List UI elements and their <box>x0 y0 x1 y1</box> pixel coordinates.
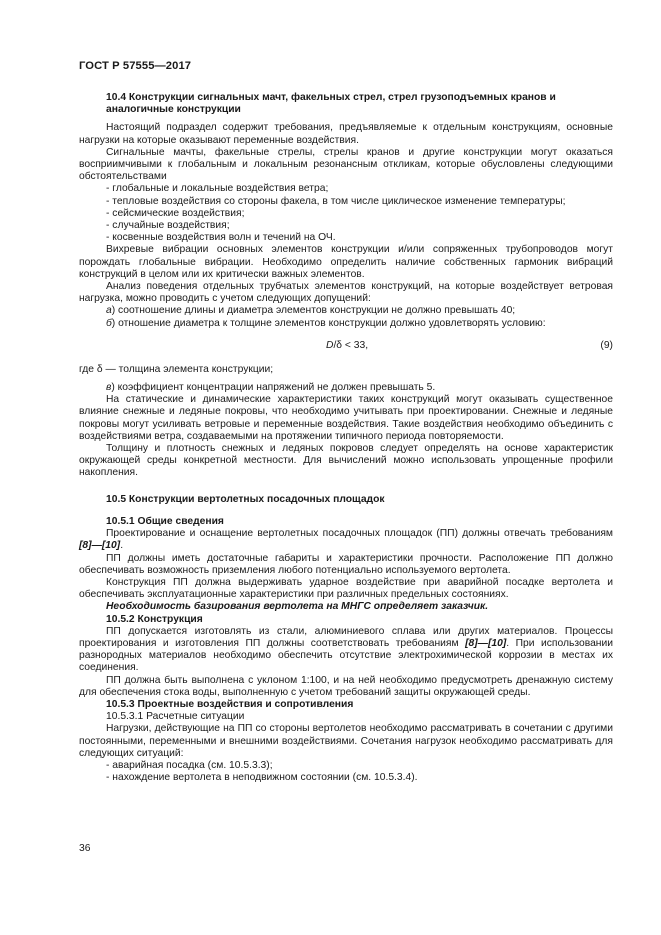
paragraph: Анализ поведения отдельных трубчатых элементов конструкций, на которые воздействует ветровая нагрузка, можно проводить с учетом следующих допущений: <box>79 281 613 305</box>
paragraph: Нагрузки, действующие на ПП со стороны вертолетов необходимо рассматривать в сочетании с другими постоянными, переменными и внешними воздействиями. Сочетания нагрузок необходимо рассматривать для следующих ситуаций: <box>79 723 613 759</box>
section-10-5-title: 10.5 Конструкции вертолетных посадочных площадок <box>106 493 385 505</box>
reference: [8]—[10] <box>79 540 121 552</box>
assumption-c: в) коэффициент концентрации напряжений не должен превышать 5. <box>106 382 436 394</box>
paragraph: Проектирование и оснащение вертолетных посадочных площадок (ПП) должны отвечать требованиям [8]—[10]. <box>79 528 613 552</box>
page-number: 36 <box>79 843 91 854</box>
list-item: - глобальные и локальные воздействия ветра; <box>106 183 329 195</box>
section-10-5-1-title: 10.5.1 Общие сведения <box>106 515 224 527</box>
paragraph: ПП допускается изготовлять из стали, алюминиевого сплава или других материалов. Процессы проектирования и изготовления ПП должны соответствовать требованиям [8]—[10]. При использовании разнородных материалов необходимо обеспечить отсутствие электрохимической коррозии в местах их соединения. <box>79 625 613 674</box>
formula-number: (9) <box>600 339 613 351</box>
situation-list <box>79 760 613 784</box>
list-item: - косвенные воздействия волн и течений на ОЧ. <box>106 232 336 244</box>
paragraph-emphasis: Необходимость базирования вертолета на МНГС определяет заказчик. <box>106 601 489 613</box>
assumption-b: б) отношение диаметра к толщине элементов конструкции должно удовлетворять условию: <box>106 317 546 329</box>
formula-where: где δ — толщина элемента конструкции; <box>79 363 274 375</box>
section-10-5-3-title: 10.5.3 Проектные воздействия и сопротивления <box>106 698 354 710</box>
list-item: - случайные воздействия; <box>106 220 230 232</box>
paragraph: Сигнальные мачты, факельные стрелы, стрелы кранов и другие конструкции могут оказаться восприимчивыми к глобальным и локальным резонансным откликам, которые обусловлены следующими обстоятельствами <box>79 146 613 183</box>
section-10-4-title: 10.4 Конструкции сигнальных мачт, факельных стрел, стрел грузоподъемных кранов и аналогичные конструкции <box>106 92 556 116</box>
paragraph: Вихревые вибрации основных элементов конструкции и/или сопряженных трубопроводов могут порождать глобальные вибрации. Необходимо определить наличие собственных гармоник вибраций конструкций в целом или их критически важных элементов. <box>79 244 613 280</box>
list-item: - нахождение вертолета в неподвижном состоянии (см. 10.5.3.4). <box>106 772 418 784</box>
section-10-5-2-title: 10.5.2 Конструкция <box>106 613 203 625</box>
formula-9 <box>79 340 613 354</box>
page-content <box>79 92 613 784</box>
subsection-10-5-3-1-title: 10.5.3.1 Расчетные ситуации <box>106 711 245 723</box>
assumption-a: а) соотношение длины и диаметра элементов конструкции не должно превышать 40; <box>106 305 516 317</box>
document-header: ГОСТ Р 57555—2017 <box>79 60 192 72</box>
list-item: - сейсмические воздействия; <box>106 207 245 219</box>
paragraph: Настоящий подраздел содержит требования, предъявляемые к отдельным конструкциям, основные нагрузки на которые оказывают переменные воздействия. <box>79 122 613 146</box>
impact-list <box>79 183 613 244</box>
paragraph: Конструкция ПП должна выдерживать ударное воздействие при аварийной посадке вертолета и обеспечивать эксплуатационные характеристики при различных предельных состояниях. <box>79 576 613 601</box>
paragraph: ПП должна быть выполнена с уклоном 1:100, и на ней необходимо предусмотреть дренажную систему для обеспечения стока воды, выполненную с учетом требований защиты окружающей среды. <box>79 674 613 698</box>
paragraph: ПП должны иметь достаточные габариты и характеристики прочности. Расположение ПП должно обеспечивать возможность приземления любого потенциально используемого вертолета. <box>79 552 613 576</box>
paragraph: На статические и динамические характеристики таких конструкций могут оказывать существенное влияние снежные и ледяные покровы, что необходимо учитывать при проектировании. Снежные и ледяные покровы могут усиливать ветровые и переменные воздействия. Такие воздействия необходимо объединить с воздействиями ветра, создаваемыми на протяжении типичного периода повторяемости. <box>79 394 613 442</box>
paragraph: Толщину и плотность снежных и ледяных покровов следует определять на основе характеристик окружающей среды конкретной местности. Для вычислений можно использовать упрощенные профили накопления. <box>79 443 613 479</box>
reference: [8]—[10] <box>465 637 507 649</box>
list-item: - аварийная посадка (см. 10.5.3.3); <box>106 759 273 771</box>
formula-expression: D/δ < 33, <box>326 339 369 351</box>
list-item: - тепловые воздействия со стороны факела, в том числе циклическое изменение температуры; <box>106 195 566 207</box>
